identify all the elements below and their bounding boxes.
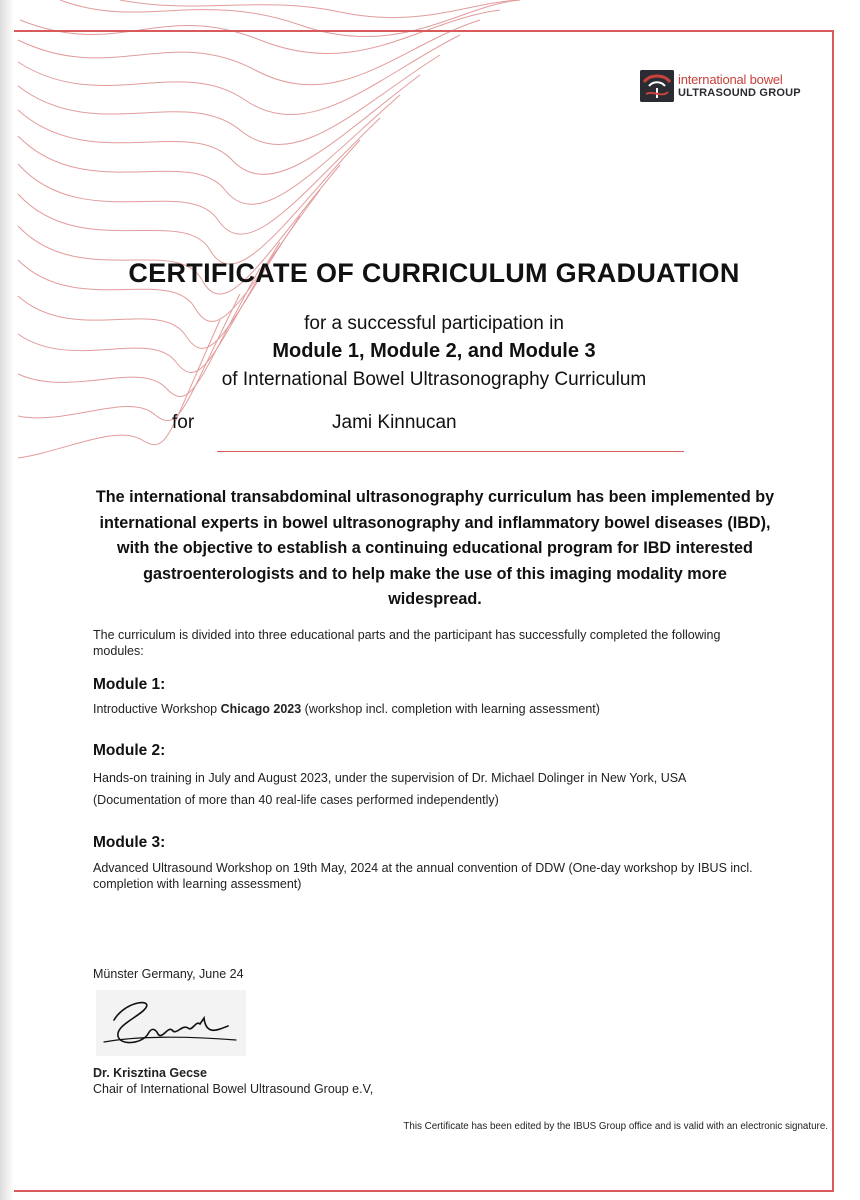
place-and-date: Münster Germany, June 24 [93, 967, 244, 981]
module-1-heading: Module 1: [93, 676, 166, 693]
certificate-title: CERTIFICATE OF CURRICULUM GRADUATION [128, 258, 740, 288]
module-1-text-after: (workshop incl. completion with learning assessment) [301, 702, 600, 716]
curriculum-intro: The curriculum is divided into three educational parts and the participant has successfully completed the following modules: [93, 628, 721, 658]
logo-line-1: international bowel [678, 72, 783, 87]
page-left-shadow [0, 0, 14, 1200]
name-underline [217, 451, 684, 452]
for-label: for [172, 412, 195, 433]
signer-name: Dr. Krisztina Gecse [93, 1066, 207, 1080]
module-1-text-before: Introductive Workshop [93, 702, 221, 716]
module-3-heading: Module 3: [93, 834, 166, 851]
module-1-text [93, 701, 753, 717]
module-2-text: Hands-on training in July and August 2023, under the supervision of Dr. Michael Dolinger in New York, USA (Documentation of more than 40 real-life cases performed independently) [93, 771, 686, 807]
recipient-name: Jami Kinnucan [332, 412, 457, 433]
module-2-heading: Module 2: [93, 742, 166, 759]
ibus-logo-icon [640, 70, 674, 102]
curriculum-line: of International Bowel Ultrasonography Curriculum [221, 369, 647, 390]
participation-line: for a successful participation in [304, 313, 564, 334]
signer-role: Chair of International Bowel Ultrasound Group e.V, [93, 1082, 374, 1096]
logo-line-2: ULTRASOUND GROUP [678, 87, 801, 99]
signature-image [96, 990, 246, 1056]
modules-line: Module 1, Module 2, and Module 3 [272, 340, 596, 362]
module-3-text: Advanced Ultrasound Workshop on 19th May, 2024 at the annual convention of DDW (One-day workshop by IBUS incl. completion with learning assessment) [93, 861, 753, 891]
module-1-text-bold: Chicago 2023 [220, 702, 302, 716]
ibus-logo [640, 70, 801, 102]
curriculum-statement: The international transabdominal ultrasonography curriculum has been implemented by international experts in bowel ultrasonography and inflammatory bowel diseases (IBD), with the objective to establish a continuing educational program for IBD interested gastroenterologists and to help make the use of this imaging modality more widespread. [95, 488, 775, 608]
validity-note: This Certificate has been edited by the IBUS Group office and is valid with an electronic signature. [403, 1121, 828, 1132]
